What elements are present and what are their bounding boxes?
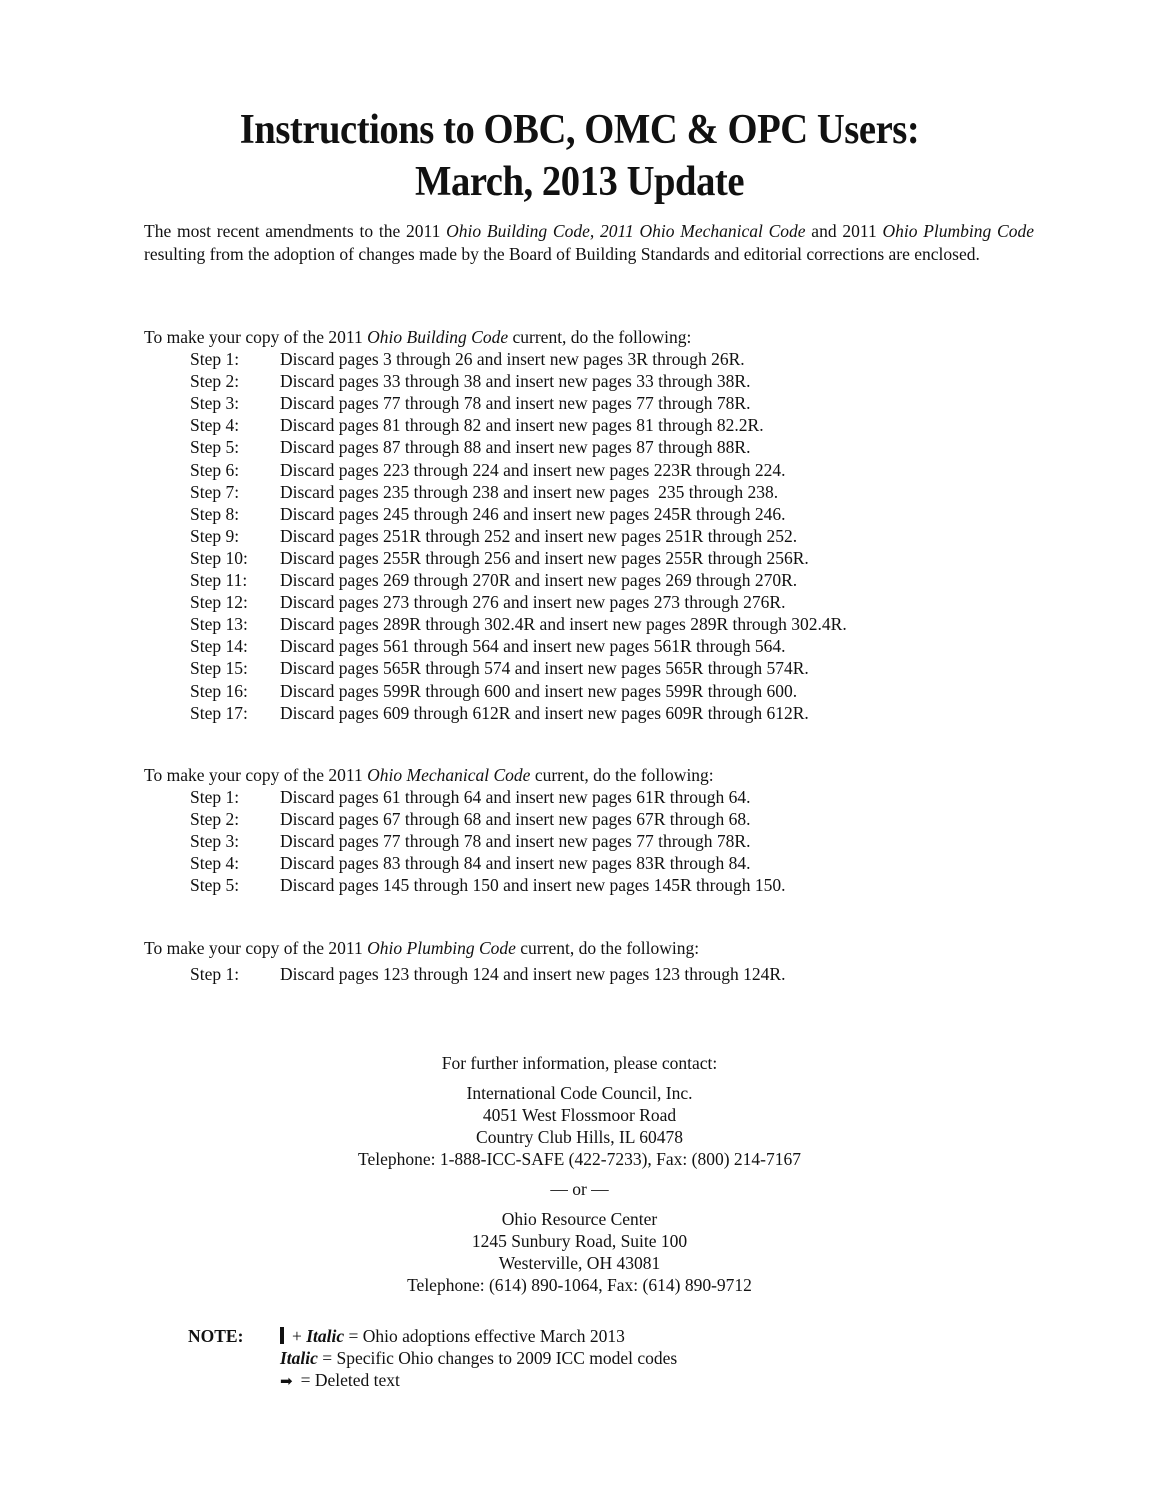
step-list: [144, 786, 1044, 896]
note-line-1: + Italic = Ohio adoptions effective March 2013: [280, 1325, 677, 1347]
change-bar-icon: [280, 1327, 284, 1344]
note-block: [188, 1325, 677, 1393]
note-label: NOTE:: [188, 1326, 244, 1346]
contact-heading: For further information, please contact:: [441, 1053, 718, 1073]
code-name: Ohio Plumbing Code: [367, 938, 516, 958]
intro-text: resulting from the adoption of changes made by the Board of Building Standards and editorial corrections are enclosed.: [144, 244, 980, 264]
step-item: Step 3: Discard pages 77 through 78 and insert new pages 77 through 78R.: [190, 831, 751, 852]
step-list: [144, 963, 1044, 985]
step-item: Step 7: Discard pages 235 through 238 and insert new pages 235 through 238.: [190, 481, 779, 502]
icc-address-line-2: Country Club Hills, IL 60478: [476, 1127, 683, 1147]
contact-block: [0, 1052, 1159, 1296]
step-item: Step 16: Discard pages 599R through 600 and insert new pages 599R through 600.: [190, 680, 798, 701]
italic-sample: Italic: [280, 1348, 318, 1368]
note-line-3: ➡ = Deleted text: [280, 1369, 677, 1393]
orc-address-line-2: Westerville, OH 43081: [498, 1253, 661, 1273]
step-item: Step 15: Discard pages 565R through 574 and insert new pages 565R through 574R.: [190, 658, 809, 679]
note-lines: [280, 1325, 677, 1393]
italic-sample: Italic: [306, 1326, 345, 1346]
step-item: Step 2: Discard pages 67 through 68 and insert new pages 67R through 68.: [190, 809, 751, 830]
section-lead: To make your copy of the 2011 Ohio Plumbing Code current, do the following:: [144, 938, 700, 958]
step-item: Step 2: Discard pages 33 through 38 and insert new pages 33 through 38R.: [190, 371, 751, 392]
step-item: Step 3: Discard pages 77 through 78 and insert new pages 77 through 78R.: [190, 393, 751, 414]
right-arrow-icon: ➡: [280, 1374, 293, 1390]
intro-text: The most recent amendments to the 2011: [144, 221, 447, 241]
icc-address-line-1: 4051 West Flossmoor Road: [482, 1105, 677, 1125]
step-item: Step 1: Discard pages 123 through 124 and insert new pages 123 through 124R.: [190, 964, 786, 985]
step-item: Step 13: Discard pages 289R through 302.4R and insert new pages 289R through 302.4R.: [190, 614, 847, 635]
page-title: [46, 104, 1112, 208]
step-item: Step 5: Discard pages 87 through 88 and insert new pages 87 through 88R.: [190, 437, 751, 458]
orc-phone: Telephone: (614) 890-1064, Fax: (614) 890-9712: [407, 1275, 752, 1295]
step-item: Step 8: Discard pages 245 through 246 and insert new pages 245R through 246.: [190, 503, 786, 524]
step-item: Step 14: Discard pages 561 through 564 and insert new pages 561R through 564.: [190, 636, 786, 657]
step-item: Step 5: Discard pages 145 through 150 and insert new pages 145R through 150.: [190, 875, 786, 896]
step-item: Step 9: Discard pages 251R through 252 and insert new pages 251R through 252.: [190, 525, 798, 546]
or-separator: — or —: [550, 1179, 609, 1199]
note-line-2: Italic = Specific Ohio changes to 2009 ICC model codes: [280, 1348, 678, 1368]
step-item: Step 1: Discard pages 61 through 64 and insert new pages 61R through 64.: [190, 787, 751, 808]
intro-paragraph: [144, 220, 1034, 266]
step-item: Step 17: Discard pages 609 through 612R and insert new pages 609R through 612R.: [190, 702, 809, 723]
title-line-2: March, 2013 Update: [414, 159, 745, 205]
plumbing-code-section: [144, 937, 1044, 985]
orc-name: Ohio Resource Center: [501, 1209, 658, 1229]
step-item: Step 12: Discard pages 273 through 276 and insert new pages 273 through 276R.: [190, 592, 786, 613]
step-item: Step 11: Discard pages 269 through 270R and insert new pages 269 through 270R.: [190, 570, 798, 591]
building-code-section: [144, 326, 1044, 724]
orc-address-line-1: 1245 Sunbury Road, Suite 100: [471, 1231, 688, 1251]
code-name: Ohio Building Code: [367, 327, 509, 347]
section-lead: To make your copy of the 2011 Ohio Mechanical Code current, do the following:: [144, 765, 714, 785]
intro-italic-codes: Ohio Building Code, 2011 Ohio Mechanical Code: [446, 221, 806, 241]
step-item: Step 10: Discard pages 255R through 256 and insert new pages 255R through 256R.: [190, 547, 809, 568]
step-item: Step 1: Discard pages 3 through 26 and insert new pages 3R through 26R.: [190, 349, 745, 370]
code-name: Ohio Mechanical Code: [367, 765, 531, 785]
intro-italic-plumbing: Ohio Plumbing Code: [882, 221, 1034, 241]
icc-phone: Telephone: 1-888-ICC-SAFE (422-7233), Fax: (800) 214-7167: [357, 1149, 802, 1169]
step-list: [144, 348, 1044, 724]
step-item: Step 4: Discard pages 83 through 84 and insert new pages 83R through 84.: [190, 853, 751, 874]
intro-text: and 2011: [805, 221, 883, 241]
mechanical-code-section: [144, 764, 1044, 897]
icc-name: International Code Council, Inc.: [466, 1083, 693, 1103]
title-line-1: Instructions to OBC, OMC & OPC Users:: [239, 107, 920, 153]
section-lead: To make your copy of the 2011 Ohio Building Code current, do the following:: [144, 327, 692, 347]
step-item: Step 6: Discard pages 223 through 224 and insert new pages 223R through 224.: [190, 459, 786, 480]
step-item: Step 4: Discard pages 81 through 82 and insert new pages 81 through 82.2R.: [190, 415, 764, 436]
